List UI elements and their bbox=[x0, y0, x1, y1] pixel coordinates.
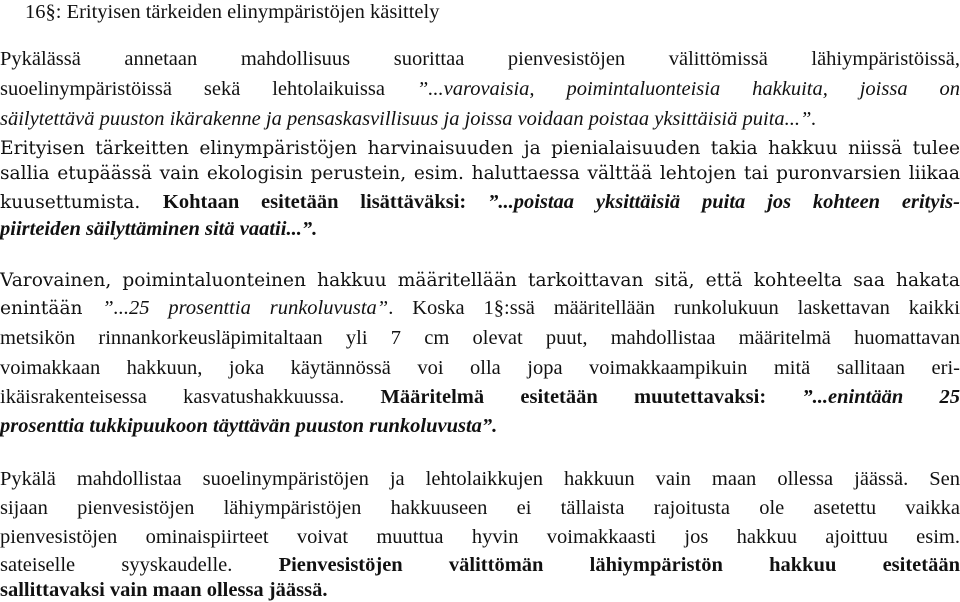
paragraph-2-line-6: prosenttia tukkipuukoon täyttävän puuston runkoluvusta”. bbox=[0, 415, 498, 437]
proposal-label: Pienvesistöjen välittömän lähiympäristön hakkuu esitetään bbox=[278, 554, 960, 576]
paragraph-1-line-7: piirteiden säilyttäminen sitä vaatii...”. bbox=[0, 218, 318, 240]
paragraph-2-line-4: voimakkaan hakkuun, joka käytännössä voi olla jopa voimakkaampikuin mitä sallitaan eri- bbox=[0, 357, 960, 379]
quote-italic: ”...varovaisia, poimintaluonteisia hakkuita, joissa on bbox=[416, 78, 960, 100]
paragraph-2-line-2: enintään ”...25 prosenttia runkoluvusta”. Koska 1§:ssä määritellään runkolukuun laskettavan kaikki bbox=[0, 297, 960, 319]
paragraph-2-line-5: ikäisrakenteisessa kasvatushakkuussa. Määritelmä esitetään muutettavaksi: ”...enintään 25 bbox=[0, 386, 960, 408]
paragraph-3-line-2: sijaan pienvesistöjen lähiympäristöjen hakkuuseen ei tällaista rajoitusta ole asetettu vaikka bbox=[0, 497, 960, 519]
paragraph-3-line-5: sallittavaksi vain maan ollessa jäässä. bbox=[0, 579, 328, 601]
proposal-label: Määritelmä esitetään muutettavaksi: bbox=[380, 386, 767, 408]
proposal-quote: ”...poistaa yksittäisiä puita jos kohteen erityis- bbox=[466, 191, 960, 213]
page-heading bbox=[25, 0, 439, 24]
proposal-quote: ”...enintään 25 bbox=[766, 386, 960, 408]
paragraph-3-line-1: Pykälä mahdollistaa suoelinympäristöjen ja lehtolaikkujen hakkuun vain maan ollessa jäässä. Sen bbox=[0, 468, 960, 490]
heading-text: 16§: Erityisen tärkeiden elinympäristöjen käsittely bbox=[25, 1, 440, 23]
paragraph-1-line-6: kuusettumista. Kohtaan esitetään lisättäväksi: ”...poistaa yksittäisiä puita jos kohteen erityis- bbox=[0, 191, 960, 213]
paragraph-1-line-4: Erityisen tärkeitten elinympäristöjen harvinaisuuden ja pienialaisuuden takia hakkuu niissä tulee bbox=[0, 138, 960, 159]
paragraph-1-line-2: suoelinympäristöissä sekä lehtolaikuissa ”...varovaisia, poimintaluonteisia hakkuita, joissa on bbox=[0, 78, 960, 100]
paragraph-1-line-1: Pykälässä annetaan mahdollisuus suorittaa pienvesistöjen välittömissä lähiympäristöissä, bbox=[0, 48, 960, 70]
quote-italic: ”...25 prosenttia runkoluvusta” bbox=[102, 297, 389, 319]
paragraph-3-line-3: pienvesistöjen ominaispiirteet voivat muuttua hyvin voimakkaasti jos hakkuu ajoittuu esim. bbox=[0, 526, 960, 548]
proposal-label: Kohtaan esitetään lisättäväksi: bbox=[162, 191, 467, 213]
paragraph-2-line-1: Varovainen, poimintaluonteinen hakkuu määritellään tarkoittavan sitä, että kohteelta saa hakata bbox=[0, 270, 960, 291]
paragraph-1-line-3: säilytettävä puuston ikärakenne ja pensaskasvillisuus ja joissa voidaan poistaa yksittäisiä puita...”. bbox=[0, 108, 817, 130]
paragraph-3-line-4: sateiselle syyskaudelle. Pienvesistöjen välittömän lähiympäristön hakkuu esitetään bbox=[0, 554, 960, 576]
paragraph-1-line-5: sallia etupäässä vain ekologisin perustein, esim. haluttaessa välttää lehtojen tai puronvarsien liikaa bbox=[0, 163, 960, 184]
paragraph-2-line-3: metsikön rinnankorkeusläpimitaltaan yli 7 cm olevat puut, mahdollistaa määritelmä huomattavan bbox=[0, 327, 960, 349]
